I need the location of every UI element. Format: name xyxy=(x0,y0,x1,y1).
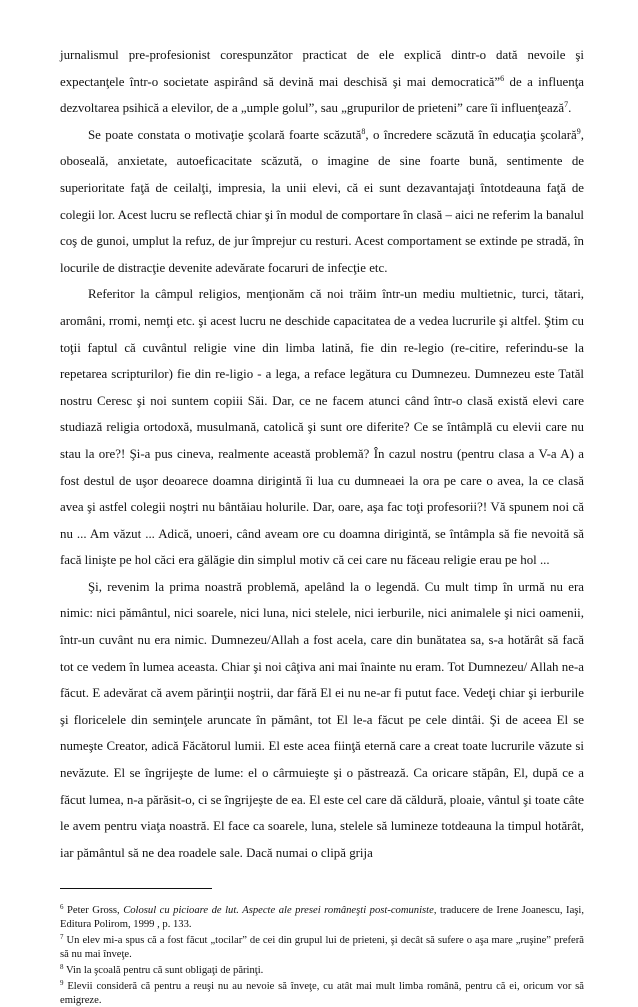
footnote-number: 7 xyxy=(60,933,64,942)
footnote-ref: 7 xyxy=(564,100,569,110)
footnote xyxy=(60,931,584,961)
text-run: Şi, revenim la prima noastră problemă, apelând la o legendă. Cu mult timp în urmă nu era nimic: nici pământul, nici soarele, nici luna, nici stelele, nici ierburile, nici animalele şi nici oamenii, într-un cuvânt nu era nimic. Dumnezeu/Allah a fost acela, care din bunătatea sa, s-a hotărât să facă tot ce vedem în lumea aceasta. Chiar şi noi câţiva ani mai înainte nu eram. Tot Dumnezeu/ Allah ne-a făcut. E adevărat că avem părinţii noştrii, dar fără El ei nu ne-ar fi putut face. Vedeţi chiar şi ierburile şi floricelele din seminţele aruncate în pământ, tot El le-a făcut pe cele dintâi. Şi de aceea El se numeşte Creator, adică Făcătorul lumii. El este acea fiinţă eternă care a creat toate lucrurile văzute si nevăzute. El se îngrijeşte de lume: el o cârmuieşte şi o păstrează. Ca oricare stăpân, El, după ce a făcut lumea, n-a părăsit-o, ci se îngrijeşte de ea. El este cel care dă căldură, ploaie, vântul şi toate câte le avem pentru viaţa noastră. El face ca soarele, luna, stelele să lumineze totdeauna la timpul hotărât, iar pământul să ne dea roadele sale. Dacă numai o clipă grija xyxy=(60,579,584,860)
paragraph xyxy=(60,281,584,574)
text-run: Se poate constata o motivaţie şcolară foarte scăzută xyxy=(88,127,362,142)
text-run: Referitor la câmpul religios, menţionăm că noi trăim într-un mediu multietnic, turci, tătari, aromâni, rromi, nemţi etc. şi acest lucru ne deschide capacitatea de a vedea lucrurile şi altfel. Ştim cu toţii faptul că cuvântul religie vine din limba latină, fie din re-legio (re-citire, referindu-se la repetarea scripturilor) fie din re-ligio - a lega, a reface legătura cu Dumnezeu. Dumnezeu este Tatăl nostru Ceresc şi noi suntem copiii Săi. Dar, ce ne facem atunci când într-o clasă există elevi care studiază religia ortodoxă, musulmană, catolică şi sunt ore diferite? Ce se întâmplă cu elevii care nu stau la ore?! Şi-a pus cineva, realmente această problemă? În cazul nostru (pentru clasa a V-a A) a fost destul de uşor deoarece doamna dirigintă îi lua cu dumneaei la ora pe care o avea, la ce clasă avea şi astfel colegii noştri nu bântăiau holurile. Dar, oare, aşa fac toţi profesorii?! Vă spunem noi că nu ... Am văzut ... Adică, unoeri, când aveam ore cu doamna dirigintă, se întâmpla să fie nevoită să facă linişte pe hol căci era gălăgie din simplul motiv că cei care nu făceau religie erau pe hol ... xyxy=(60,287,584,568)
document-page xyxy=(60,42,584,1007)
text-run: , traducere de Irene Joanescu, Iaşi, Editura Polirom, 1999 , p. 133. xyxy=(60,905,585,930)
text-run: de a influenţa dezvoltarea psihică a elevilor, de a „umple golul”, sau „grupurilor de prieteni” care îi influenţează xyxy=(60,74,584,116)
footnote-number: 6 xyxy=(60,903,64,912)
text-run: Elevii consideră că pentru a reuşi nu au nevoie să înveţe, cu atât mai mult limba română, pentru că ei, oricum vor să emigreze. xyxy=(60,981,584,1006)
paragraph xyxy=(60,574,584,867)
paragraph xyxy=(60,122,584,282)
body-text xyxy=(60,42,584,866)
footnote xyxy=(60,977,584,1007)
text-run: , o încredere scăzută în educaţia şcolară xyxy=(365,127,577,142)
text-run: Peter Gross, xyxy=(67,905,124,917)
footnote-number: 8 xyxy=(60,963,64,972)
text-run: Vin la şcoală pentru că sunt obligaţi de părinţi. xyxy=(65,965,264,977)
book-title: Colosul cu picioare de lut. Aspecte ale presei româneşti post-comuniste xyxy=(123,905,434,917)
footnote-separator xyxy=(60,888,212,889)
footnote-number: 9 xyxy=(60,979,64,988)
footnote xyxy=(60,901,584,931)
text-run: Un elev mi-a spus că a fost făcut „tocilar” de cei din grupul lui de prieteni, şi decât să sufere o aşa mare „ruşine” preferă să nu mai înveţe. xyxy=(60,935,584,960)
footnote-ref: 9 xyxy=(576,126,581,136)
footnote-ref: 6 xyxy=(500,73,505,83)
text-run: . xyxy=(568,101,572,116)
footnotes xyxy=(60,901,584,1007)
text-run: , oboseală, anxietate, autoeficacitate scăzută, o imagine de sine foarte bună, sentimente de superioritate faţă de ceilalţi, impresia, la unii elevi, că ei sunt dezavantajaţi întotdeauna faţă de colegii lor. Acest lucru se reflectă chiar şi în modul de comportare în clasă – aici ne referim la banalul coş de gunoi, umplut la refuz, de jur împrejur cu resturi. Acest comportament se extinde pe stradă, în locurile de distracţie devenite adevărate focaruri de infecţie etc. xyxy=(60,127,585,275)
text-run: jurnalismul pre-profesionist corespunzător practicat de ele explică dintr-o dată nevoile şi expectanţele într-o societate aspirând să devină mai deschisă şi mai democratică” xyxy=(60,48,584,89)
footnote xyxy=(60,961,584,977)
paragraph xyxy=(60,42,584,122)
footnote-ref: 8 xyxy=(361,126,366,136)
